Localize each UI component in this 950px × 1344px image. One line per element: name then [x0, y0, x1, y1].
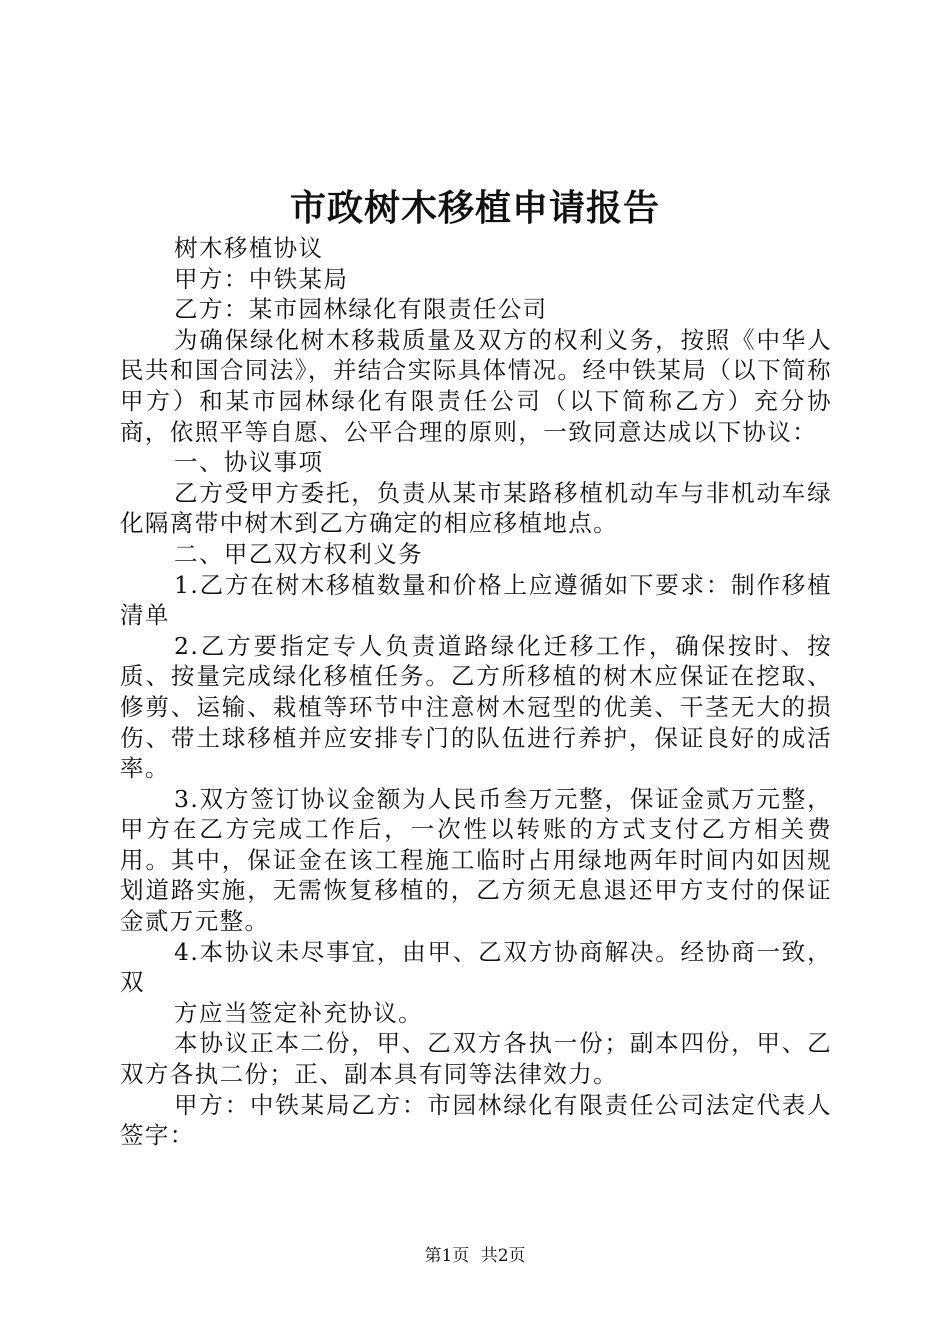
paragraph-party-b: 乙方：某市园林绿化有限责任公司 [174, 295, 548, 324]
section-heading-1: 一、协议事项 [174, 448, 324, 477]
paragraph-item-2: 2.乙方要指定专人负责道路绿化迁移工作，确保按时、按质、按量完成绿化移植任务。乙方所移植的树木应保证在挖取、修剪、运输、栽植等环节中注意树木冠型的优美、干茎无大的损伤、带土球移植并应安排专门的队伍进行养护，保证良好的成活率。 [120, 631, 832, 783]
paragraph-item-4: 4.本协议未尽事宜，由甲、乙双方协商解决。经协商一致，双 [120, 937, 832, 997]
page-number: 第1页 [424, 1246, 470, 1266]
paragraph-item-3: 3.双方签订协议金额为人民币叁万元整，保证金贰万元整，甲方在乙方完成工作后，一次性以转账的方式支付乙方相关费用。其中，保证金在该工程施工临时占用绿地两年时间内如因规划道路实施，无需恢复移植的，乙方须无息退还甲方支付的保证金贰万元整。 [120, 784, 832, 936]
paragraph-party-a: 甲方：中铁某局 [174, 264, 349, 293]
paragraph-item-4-continued: 方应当签定补充协议。 [174, 998, 424, 1027]
paragraph-preamble: 为确保绿化树木移栽质量及双方的权利义务，按照《中华人民共和国合同法》，并结合实际具体情况。经中铁某局（以下简称甲方）和某市园林绿化有限责任公司（以下简称乙方）充分协商，依照平等自愿、公平合理的原则，一致同意达成以下协议： [120, 325, 832, 446]
page-footer [0, 1244, 950, 1268]
paragraph-agreement-heading: 树木移植协议 [174, 234, 324, 262]
document-title: 市政树木移植申请报告 [289, 187, 660, 229]
document-body [120, 233, 832, 1151]
paragraph-section-1: 乙方受甲方委托，负责从某市某路移植机动车与非机动车绿化隔离带中树木到乙方确定的相应移植地点。 [120, 478, 832, 538]
paragraph-copies: 本协议正本二份，甲、乙双方各执一份；副本四份，甲、乙双方各执二份；正、副本具有同等法律效力。 [120, 1029, 832, 1089]
paragraph-signatures: 甲方：中铁某局乙方：市园林绿化有限责任公司法定代表人签字： [120, 1090, 832, 1150]
paragraph-item-1: 1.乙方在树木移植数量和价格上应遵循如下要求：制作移植清单 [120, 570, 832, 630]
page-total: 共2页 [480, 1246, 526, 1266]
section-heading-2: 二、甲乙双方权利义务 [174, 539, 424, 568]
